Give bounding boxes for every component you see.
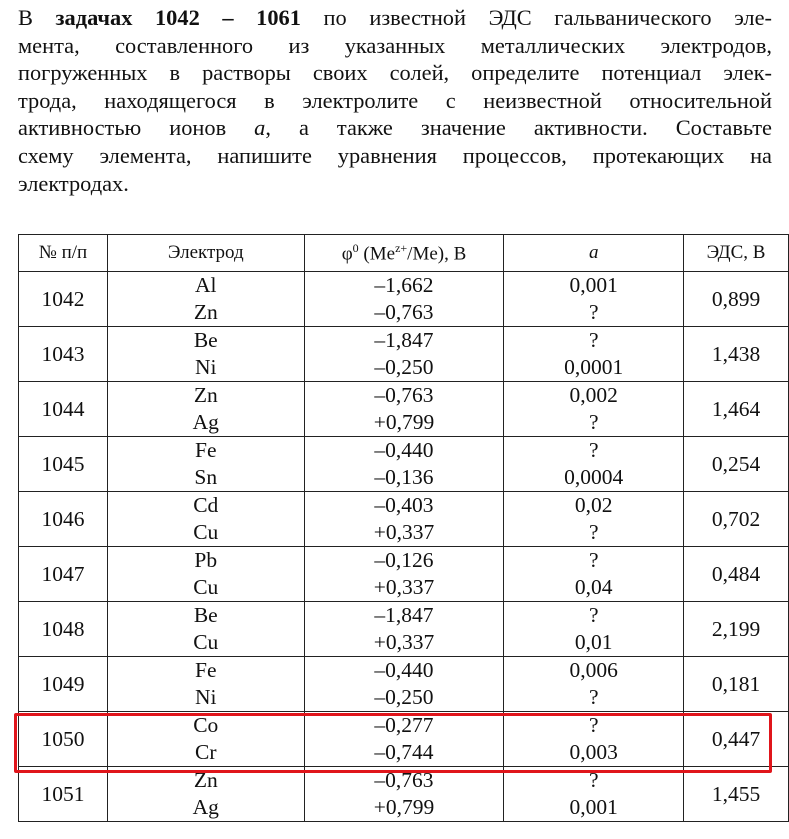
cell-activity-value: ? xyxy=(588,685,599,709)
cell-electrode-value: Ni xyxy=(195,685,217,709)
cell-potential-value: –1,662 xyxy=(374,273,434,297)
cell-activity xyxy=(504,382,684,437)
cell-activity-value: ? xyxy=(588,520,599,544)
cell-potential-value: –0,763 xyxy=(374,768,434,792)
cell-potential-value: +0,799 xyxy=(373,795,435,819)
cell-potential-value: –0,440 xyxy=(374,658,434,682)
table-row xyxy=(19,272,789,327)
cell-emf: 1,464 xyxy=(684,382,789,437)
cell-potential xyxy=(304,767,504,822)
cell-potential-value: +0,799 xyxy=(373,410,435,434)
cell-activity-value: 0,0001 xyxy=(564,355,624,379)
cell-potential-value: –0,250 xyxy=(374,355,434,379)
cell-electrode xyxy=(107,547,304,602)
cell-electrode-value: Al xyxy=(195,273,217,297)
cell-activity xyxy=(504,272,684,327)
cell-activity xyxy=(504,767,684,822)
problem-statement xyxy=(18,4,772,197)
cell-potential xyxy=(304,602,504,657)
cell-potential-value: –0,763 xyxy=(374,383,434,407)
cell-electrode-value: Zn xyxy=(193,768,218,792)
cell-electrode-value: Pb xyxy=(194,548,218,572)
cell-num: 1051 xyxy=(19,767,108,822)
cell-electrode-value: Cu xyxy=(193,520,219,544)
cell-electrode-value: Cu xyxy=(193,575,219,599)
cell-num: 1042 xyxy=(19,272,108,327)
cell-potential-value: +0,337 xyxy=(373,575,435,599)
table-row xyxy=(19,602,789,657)
cell-activity xyxy=(504,437,684,492)
statement-line: активностью ионов a, а также значение активности. Составьте xyxy=(18,115,772,141)
cell-potential-value: +0,337 xyxy=(373,520,435,544)
cell-activity-value: 0,003 xyxy=(569,740,618,764)
cell-emf: 0,254 xyxy=(684,437,789,492)
cell-electrode-value: Cu xyxy=(193,630,219,654)
cell-activity xyxy=(504,327,684,382)
header-emf: ЭДС, В xyxy=(684,235,789,272)
cell-electrode-value: Fe xyxy=(195,658,217,682)
cell-electrode xyxy=(107,272,304,327)
cell-potential-value: –0,250 xyxy=(374,685,434,709)
cell-potential xyxy=(304,327,504,382)
cell-electrode-value: Co xyxy=(193,713,219,737)
cell-activity-value: ? xyxy=(588,410,599,434)
cell-electrode xyxy=(107,437,304,492)
cell-num: 1048 xyxy=(19,602,108,657)
statement-line: электродах. xyxy=(18,170,129,196)
cell-activity-value: ? xyxy=(588,328,599,352)
cell-activity-value: 0,01 xyxy=(574,630,613,654)
statement-line: трода, находящегося в электролите с неизвестной относительной xyxy=(18,87,772,113)
cell-electrode xyxy=(107,382,304,437)
cell-potential xyxy=(304,382,504,437)
cell-num: 1049 xyxy=(19,657,108,712)
cell-electrode xyxy=(107,657,304,712)
cell-electrode-value: Be xyxy=(193,328,218,352)
cell-activity-value: 0,001 xyxy=(569,795,618,819)
cell-emf: 1,455 xyxy=(684,767,789,822)
table-row xyxy=(19,327,789,382)
table-row xyxy=(19,382,789,437)
cell-electrode-value: Sn xyxy=(194,465,218,489)
cell-activity-value: ? xyxy=(588,768,599,792)
cell-emf: 0,181 xyxy=(684,657,789,712)
cell-activity xyxy=(504,602,684,657)
cell-activity-value: ? xyxy=(588,438,599,462)
cell-num: 1045 xyxy=(19,437,108,492)
cell-potential-value: +0,337 xyxy=(373,630,435,654)
cell-electrode-value: Zn xyxy=(193,300,218,324)
table-header-row xyxy=(19,235,789,272)
cell-activity-value: ? xyxy=(588,603,599,627)
cell-electrode xyxy=(107,602,304,657)
cell-potential xyxy=(304,547,504,602)
cell-activity xyxy=(504,547,684,602)
cell-potential xyxy=(304,437,504,492)
cell-activity xyxy=(504,657,684,712)
cell-electrode-value: Ag xyxy=(192,410,219,434)
cell-activity-value: ? xyxy=(588,548,599,572)
cell-potential-value: –0,403 xyxy=(374,493,434,517)
cell-potential-value: –1,847 xyxy=(374,603,434,627)
cell-potential-value: –0,440 xyxy=(374,438,434,462)
cell-activity-value: 0,001 xyxy=(569,273,618,297)
highlight-box xyxy=(14,713,772,773)
header-electrode: Электрод xyxy=(107,235,304,272)
statement-line: мента, составленного из указанных металлических электродов, xyxy=(18,32,772,58)
table-row xyxy=(19,492,789,547)
cell-activity-value: ? xyxy=(588,713,599,737)
statement-line: В задачах 1042 – 1061 по известной ЭДС гальванического эле- xyxy=(18,5,772,30)
cell-electrode-value: Cr xyxy=(195,740,217,764)
statement-line: погруженных в растворы своих солей, определите потенциал элек- xyxy=(18,60,772,86)
table-row xyxy=(19,767,789,822)
cell-potential-value: –0,277 xyxy=(374,713,434,737)
cell-electrode xyxy=(107,492,304,547)
cell-emf: 0,899 xyxy=(684,272,789,327)
table-row xyxy=(19,547,789,602)
cell-potential-value: –0,126 xyxy=(374,548,434,572)
cell-electrode-value: Zn xyxy=(193,383,218,407)
cell-electrode xyxy=(107,767,304,822)
header-potential: $\varphi^0$ $(Me^{z+}/Me)$, В xyxy=(304,235,504,272)
cell-num: 1047 xyxy=(19,547,108,602)
cell-emf: 0,484 xyxy=(684,547,789,602)
cell-activity-value: 0,002 xyxy=(569,383,618,407)
header-num: № п/п xyxy=(19,235,108,272)
cell-electrode-value: Cd xyxy=(193,493,219,517)
cell-electrode-value: Ni xyxy=(195,355,217,379)
cell-potential-value: –0,763 xyxy=(374,300,434,324)
cell-potential xyxy=(304,492,504,547)
cell-num: 1050 xyxy=(19,712,108,767)
cell-potential xyxy=(304,657,504,712)
cell-emf: 0,702 xyxy=(684,492,789,547)
cell-electrode-value: Fe xyxy=(195,438,217,462)
cell-potential-value: –0,744 xyxy=(374,740,434,764)
cell-activity-value: ? xyxy=(588,300,599,324)
cell-potential xyxy=(304,272,504,327)
cell-potential-value: –1,847 xyxy=(374,328,434,352)
cell-activity-value: 0,04 xyxy=(574,575,613,599)
cell-activity-value: 0,0004 xyxy=(564,465,624,489)
statement-line: схему элемента, напишите уравнения процессов, протекающих на xyxy=(18,142,772,168)
cell-emf: 0,447 xyxy=(684,712,789,767)
cell-activity-value: 0,02 xyxy=(574,493,613,517)
cell-electrode-value: Ag xyxy=(192,795,219,819)
cell-num: 1043 xyxy=(19,327,108,382)
cell-activity xyxy=(504,492,684,547)
table-row xyxy=(19,437,789,492)
cell-activity-value: 0,006 xyxy=(569,658,618,682)
table-row xyxy=(19,657,789,712)
cell-potential-value: –0,136 xyxy=(374,465,434,489)
cell-electrode xyxy=(107,327,304,382)
cell-num: 1044 xyxy=(19,382,108,437)
cell-emf: 1,438 xyxy=(684,327,789,382)
cell-electrode-value: Be xyxy=(193,603,218,627)
cell-num: 1046 xyxy=(19,492,108,547)
cell-emf: 2,199 xyxy=(684,602,789,657)
task-range: задачах 1042 – 1061 xyxy=(55,5,301,30)
header-activity: a xyxy=(504,235,684,272)
